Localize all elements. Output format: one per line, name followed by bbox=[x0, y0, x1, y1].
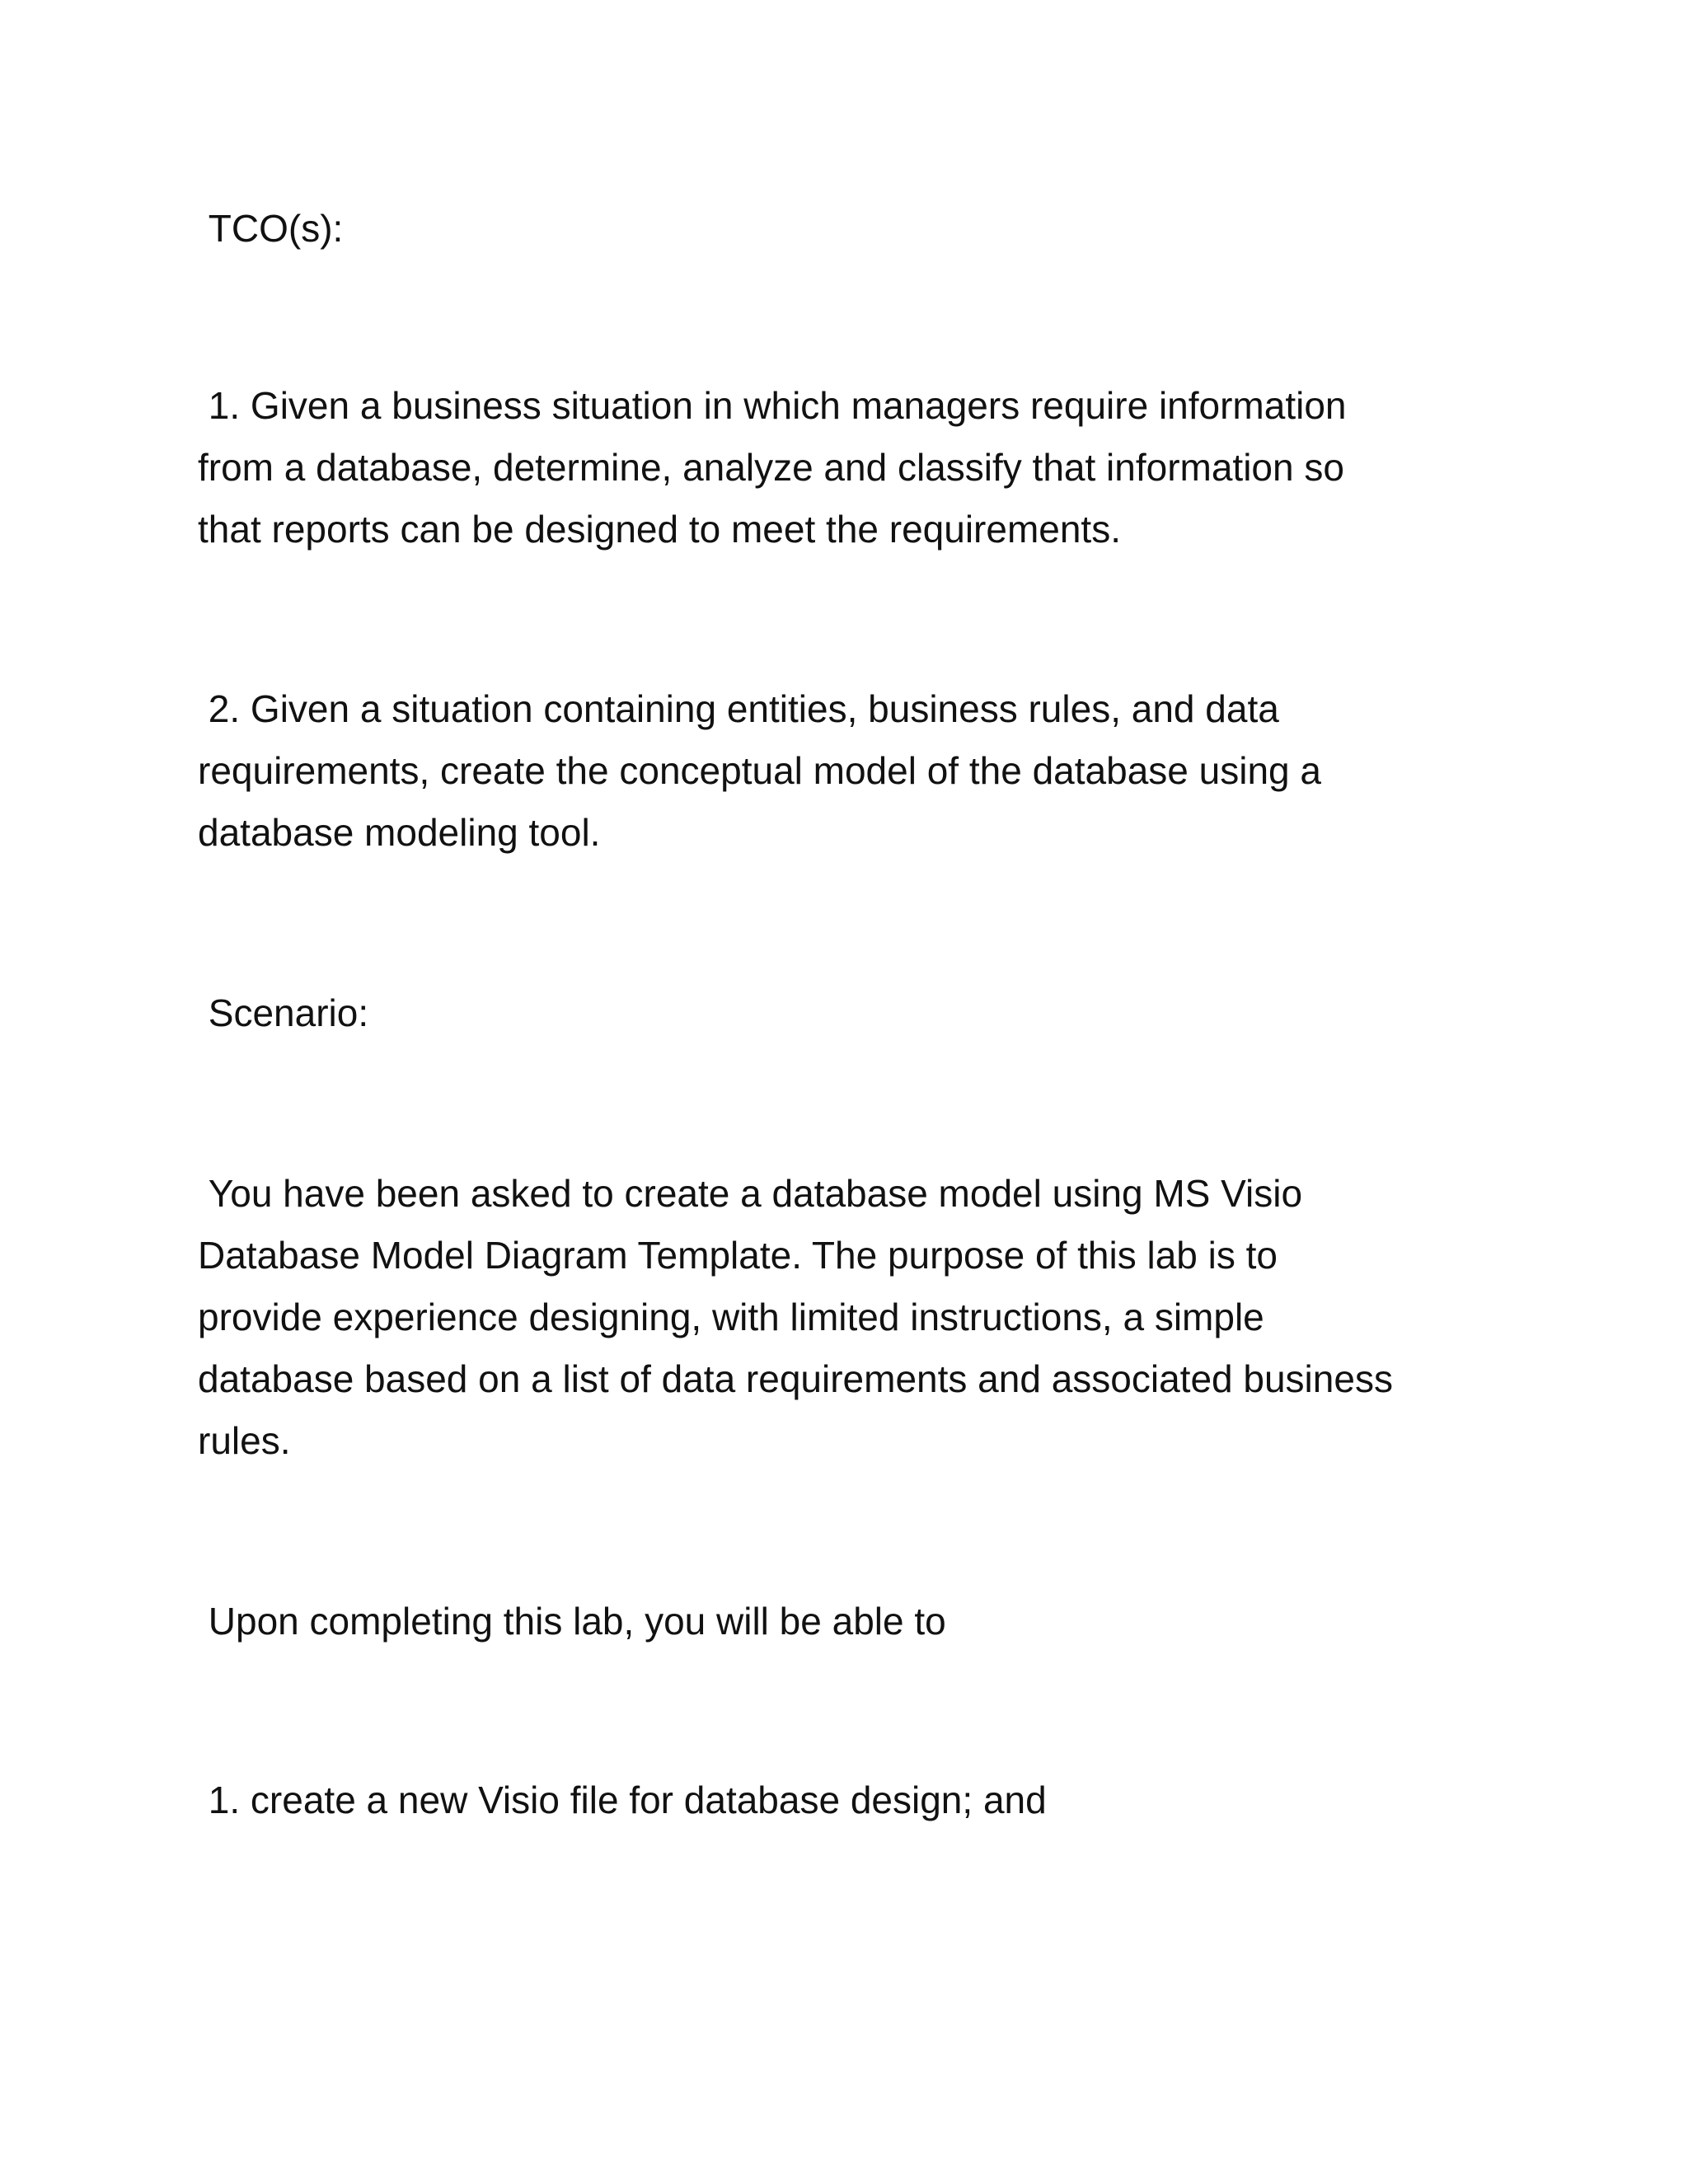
tco-heading: TCO(s): bbox=[198, 207, 344, 250]
upon-completion-intro: Upon completing this lab, you will be able to bbox=[198, 1600, 946, 1643]
objective-1: 1. Given a business situation in which managers require information from a database, determine, analyze and classify that information so that reports can be designed to meet the requirements. bbox=[198, 384, 1347, 551]
scenario-paragraph: You have been asked to create a database model using MS Visio Database Model Diagram Template. The purpose of this lab is to provide experience designing, with limited instructions, a simple database based on a list of data requirements and associated business rules. bbox=[198, 1172, 1393, 1462]
objective-2: 2. Given a situation containing entities, business rules, and data requirements, create the conceptual model of the database using a database modeling tool. bbox=[198, 687, 1321, 854]
scenario-heading: Scenario: bbox=[198, 991, 369, 1034]
outcome-item-1: 1. create a new Visio file for database design; and bbox=[198, 1779, 1047, 1821]
